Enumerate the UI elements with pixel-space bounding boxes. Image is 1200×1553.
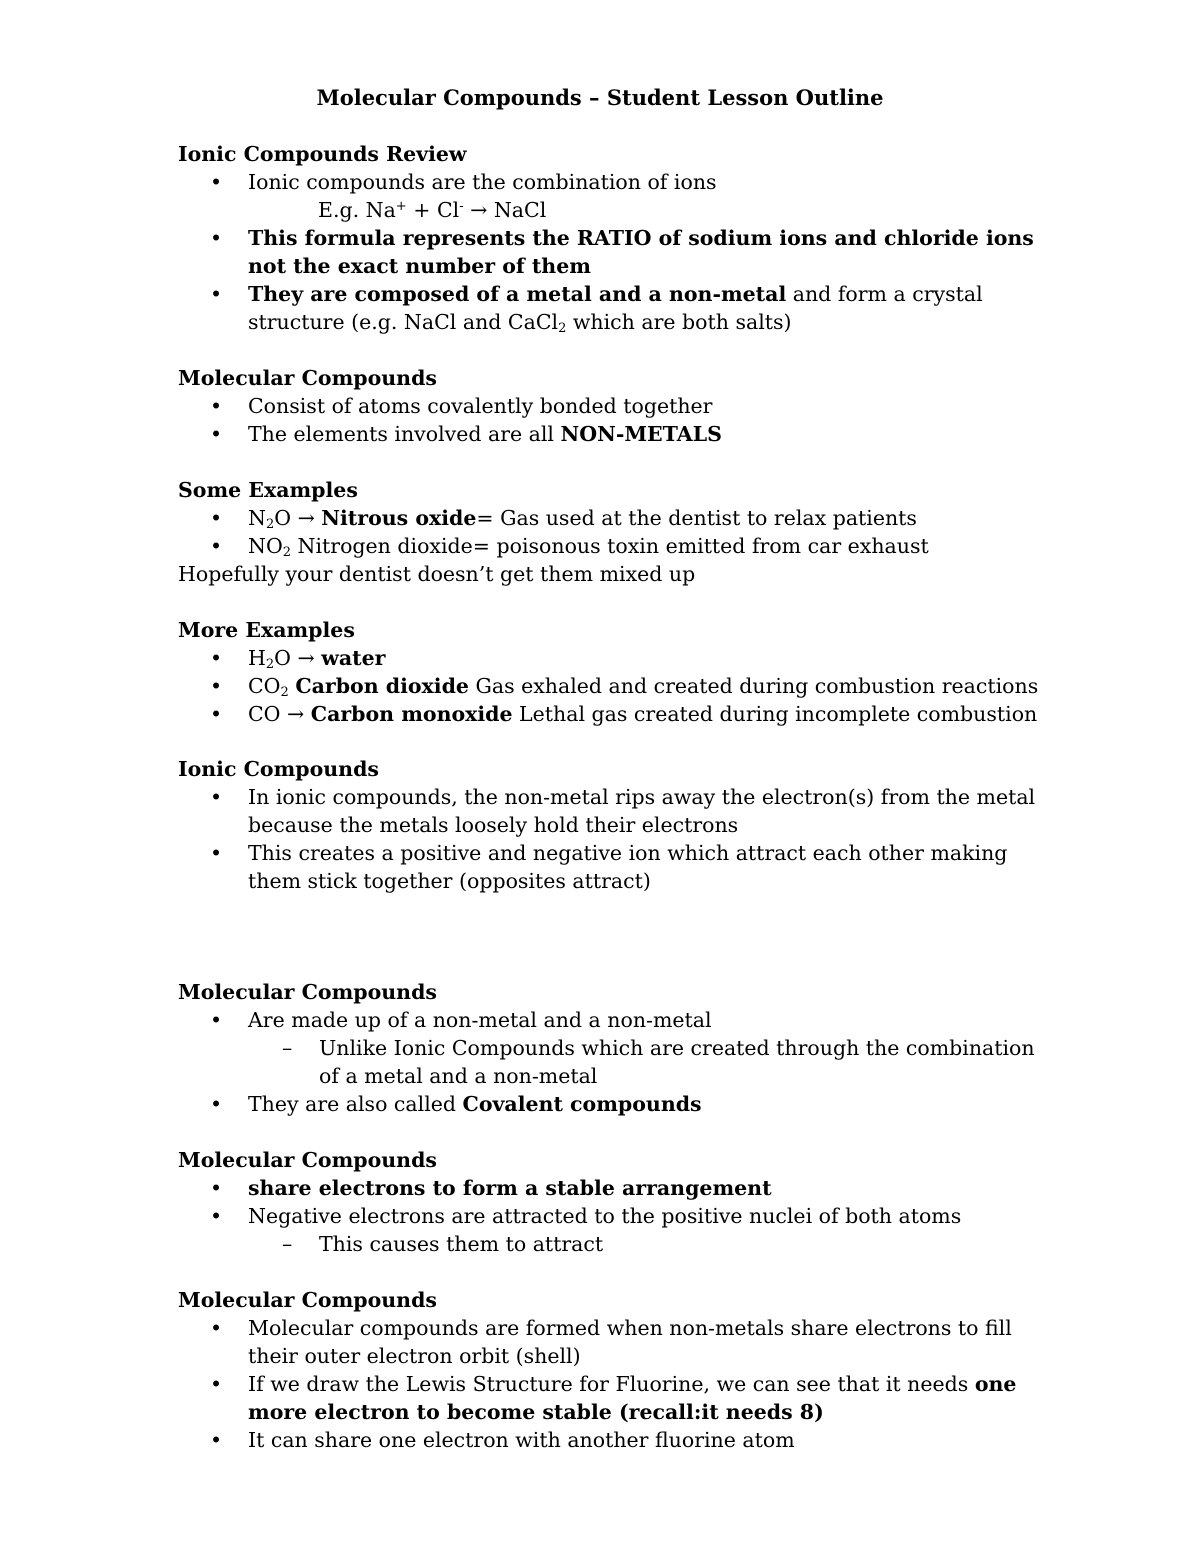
arrow-icon: → — [287, 702, 305, 726]
section-molecular-compounds — [178, 364, 1058, 448]
bullet-icon: • — [210, 422, 223, 446]
bullet-icon: • — [210, 646, 223, 670]
sub-list-item: – Unlike Ionic Compounds which are created through the combination of a metal and a non-metal — [282, 1036, 1035, 1088]
list-item: • $H_2O$ → water — [210, 646, 386, 672]
list-item: • Negative electrons are attracted to the positive nuclei of both atoms — [210, 1204, 962, 1228]
page-title: Molecular Compounds – Student Lesson Outline — [316, 85, 884, 110]
bullet-icon: • — [210, 506, 223, 530]
arrow-icon: → — [297, 506, 315, 530]
section-molecular-compounds-2 — [178, 978, 1058, 1118]
bullet-icon: • — [210, 1176, 223, 1200]
bullet-icon: • — [210, 674, 223, 698]
list-item: • $CO_2$ Carbon dioxide Gas exhaled and created during combustion reactions — [210, 674, 1039, 700]
bullet-icon: • — [210, 534, 223, 558]
section-heading: More Examples — [178, 618, 355, 642]
section-heading: Molecular Compounds — [178, 1148, 437, 1172]
bullet-icon: • — [210, 170, 223, 194]
section-heading: Ionic Compounds — [178, 757, 379, 781]
dash-icon: – — [282, 1036, 293, 1060]
bullet-icon: • — [210, 841, 223, 865]
section-heading: Molecular Compounds — [178, 1288, 437, 1312]
bullet-icon: • — [210, 1316, 223, 1340]
list-item: • $NO_2$ Nitrogen dioxide= poisonous toxin emitted from car exhaust — [210, 534, 929, 560]
list-item: • $N_2O$ → Nitrous oxide= Gas used at the dentist to relax patients — [210, 506, 917, 532]
bullet-icon: • — [210, 394, 223, 418]
bullet-icon: • — [210, 226, 223, 250]
arrow-icon: → — [470, 198, 488, 222]
list-item: • This formula represents the RATIO of sodium ions and chloride ions not the exact number of them — [210, 226, 1034, 278]
dash-icon: – — [282, 1232, 293, 1256]
list-item: • The elements involved are all NON-METALS — [210, 422, 722, 446]
list-item: • Are made up of a non-metal and a non-metal — [210, 1008, 712, 1032]
section-molecular-compounds-4 — [178, 1286, 1058, 1454]
list-item: • Ionic compounds are the combination of ions — [210, 170, 717, 194]
section-ionic-review — [178, 140, 1058, 336]
example-equation: E.g. Na+ + Cl- → NaCl — [318, 198, 547, 222]
section-heading: Molecular Compounds — [178, 980, 437, 1004]
bullet-icon: • — [210, 1428, 223, 1452]
list-item: • They are composed of a metal and a non-metal and form a crystal structure (e.g. NaCl and CaCl$_2$ which are both salts) — [210, 282, 983, 336]
list-item: • They are also called Covalent compounds — [210, 1092, 702, 1116]
section-heading: Ionic Compounds Review — [178, 142, 467, 166]
arrow-icon: → — [297, 646, 315, 670]
section-some-examples — [178, 476, 1058, 588]
section-ionic-compounds — [178, 755, 1058, 895]
list-item: • It can share one electron with another fluorine atom — [210, 1428, 795, 1452]
list-item: • CO → Carbon monoxide Lethal gas created during incomplete combustion — [210, 702, 1038, 726]
list-item: • share electrons to form a stable arrangement — [210, 1176, 772, 1200]
list-item: • This creates a positive and negative ion which attract each other making them stick together (opposites attract) — [210, 841, 1008, 893]
bullet-icon: • — [210, 282, 223, 306]
bullet-icon: • — [210, 1092, 223, 1116]
bullet-icon: • — [210, 702, 223, 726]
bullet-icon: • — [210, 1372, 223, 1396]
bullet-icon: • — [210, 1008, 223, 1032]
list-item: • Consist of atoms covalently bonded together — [210, 394, 713, 418]
bullet-icon: • — [210, 1204, 223, 1228]
section-molecular-compounds-3 — [178, 1146, 1058, 1258]
section-more-examples — [178, 616, 1058, 728]
note-text: Hopefully your dentist doesn’t get them mixed up — [178, 562, 696, 586]
section-heading: Molecular Compounds — [178, 366, 437, 390]
list-item: • In ionic compounds, the non-metal rips away the electron(s) from the metal because the metals loosely hold their electrons — [210, 785, 1036, 837]
sub-list-item: – This causes them to attract — [282, 1232, 604, 1256]
section-heading: Some Examples — [178, 478, 358, 502]
bullet-icon: • — [210, 785, 223, 809]
list-item: • Molecular compounds are formed when non-metals share electrons to fill their outer electron orbit (shell) — [210, 1316, 1012, 1368]
list-item: • If we draw the Lewis Structure for Fluorine, we can see that it needs one more electron to become stable (recall:it needs 8) — [210, 1372, 1017, 1424]
